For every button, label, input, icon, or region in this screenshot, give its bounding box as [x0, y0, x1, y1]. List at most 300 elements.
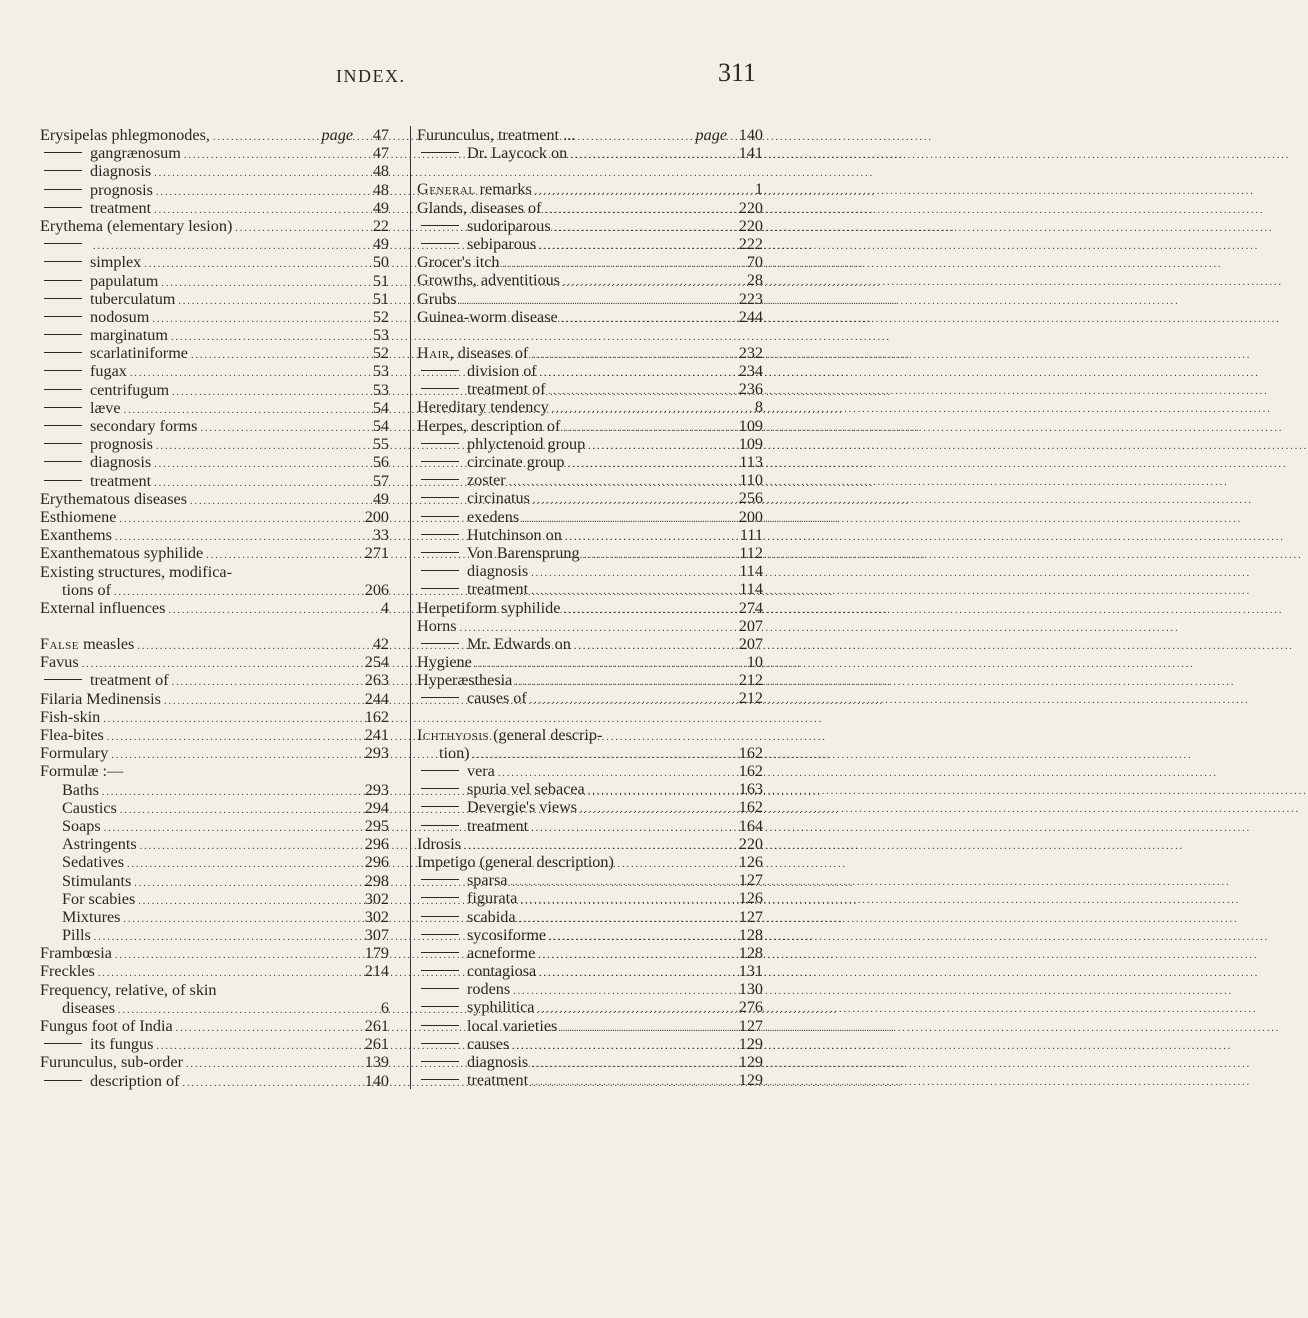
- entry-term-text: Filaria Medinensis: [40, 689, 161, 708]
- entry-term-text: zoster: [467, 471, 506, 490]
- entry-term-text: local varieties: [467, 1016, 558, 1035]
- dot-leader: [156, 438, 356, 456]
- entry-term-text: Frequency, relative, of skin: [40, 980, 217, 999]
- index-entry: [417, 689, 763, 707]
- entry-head-smallcaps: False: [40, 635, 80, 654]
- entry-term: [467, 944, 535, 962]
- entry-term-text: treatment: [467, 1071, 529, 1090]
- page-word: page: [321, 126, 353, 144]
- entry-page-number: 220: [738, 198, 763, 217]
- index-entry: [40, 962, 389, 980]
- entry-page-number: 127: [738, 907, 763, 926]
- index-entry: [40, 508, 389, 526]
- entry-term-text: Mixtures: [62, 907, 121, 926]
- index-entry: [417, 617, 763, 635]
- index-entry: [40, 853, 389, 871]
- dash-mark: [44, 261, 82, 262]
- entry-term: [40, 1053, 183, 1071]
- index-entry: [417, 489, 763, 507]
- entry-term-text: prognosis: [90, 435, 153, 454]
- entry-term: [467, 635, 571, 653]
- entry-term: [467, 1071, 528, 1089]
- dot-leader: [531, 565, 730, 583]
- dash-mark: [44, 443, 82, 444]
- entry-term-text: Pills: [62, 926, 91, 945]
- entry-term: [40, 581, 111, 599]
- dot-leader: [184, 147, 356, 165]
- entry-page-number: 162: [364, 707, 389, 726]
- entry-term: [40, 690, 161, 708]
- index-entry: [417, 1071, 763, 1089]
- index-entry: [40, 453, 389, 471]
- index-entry: [417, 817, 763, 835]
- entry-term-text: Esthiomene: [40, 507, 117, 526]
- dash-mark: [421, 806, 459, 807]
- entry-term-text: Caustics: [62, 798, 117, 817]
- dot-leader: [583, 547, 730, 565]
- index-entry: [417, 144, 763, 162]
- dash-mark: [421, 770, 459, 771]
- index-entry: [417, 308, 763, 326]
- entry-term: [40, 981, 217, 999]
- entry-term-text: simplex: [90, 253, 142, 272]
- dash-mark: [421, 552, 459, 553]
- entry-term: [467, 380, 546, 398]
- dash-mark: [421, 443, 459, 444]
- entry-term-text: its fungus: [90, 1035, 154, 1054]
- index-entry: [40, 472, 389, 490]
- entry-term: [40, 544, 203, 562]
- index-entry: [417, 344, 763, 362]
- entry-term: [467, 489, 530, 507]
- entry-term: [40, 653, 79, 671]
- dot-leader: [539, 238, 730, 256]
- entry-term: [40, 563, 232, 581]
- entry-page-number: 241: [364, 726, 389, 744]
- entry-page-number: 302: [364, 907, 389, 926]
- dash-mark: [421, 825, 459, 826]
- entry-term-text: Furunculus, treatment ...: [417, 126, 576, 144]
- entry-page-number: 220: [738, 834, 763, 853]
- entry-term-text: vera: [467, 762, 495, 780]
- entry-term-text: treatment: [467, 816, 529, 835]
- dot-leader: [94, 929, 356, 947]
- entry-term-text: (general descrip-: [489, 725, 603, 744]
- entry-page-number: 274: [738, 598, 763, 617]
- dash-mark: [421, 534, 459, 535]
- dot-leader: [549, 929, 730, 947]
- entry-term: [40, 599, 165, 617]
- entry-page-number: 129: [738, 1034, 763, 1053]
- entry-page-number: 113: [739, 453, 763, 471]
- dash-mark: [44, 1080, 82, 1081]
- entry-page-number: 164: [738, 816, 763, 835]
- entry-term: [40, 944, 112, 962]
- entry-term-text: fugax: [90, 362, 127, 381]
- dash-mark: [421, 588, 459, 589]
- index-entry: [417, 508, 763, 526]
- entry-term-text: Erysipelas phlegmonodes,: [40, 126, 210, 144]
- entry-term: [417, 726, 602, 744]
- entry-term: [467, 1017, 557, 1035]
- dot-leader: [563, 602, 730, 620]
- entry-term-text: circinatus: [467, 489, 530, 508]
- dash-mark: [421, 643, 459, 644]
- entry-term-text: Existing structures, modifica-: [40, 562, 232, 581]
- dash-mark: [421, 370, 459, 371]
- index-entry: [417, 526, 763, 544]
- entry-term: [417, 671, 512, 689]
- index-entry: [40, 162, 389, 180]
- index-entry: [417, 653, 763, 671]
- index-entry: [417, 290, 763, 308]
- entry-term-text: scarlatiniforme: [90, 344, 188, 363]
- entry-term: [90, 144, 181, 162]
- dash-mark: [421, 1006, 459, 1007]
- entry-page-number: 126: [738, 852, 763, 871]
- dot-leader: [565, 529, 730, 547]
- entry-term: [467, 435, 585, 453]
- dot-leader: [552, 401, 730, 419]
- entry-term: [90, 326, 168, 344]
- entry-page-number: 276: [738, 998, 763, 1017]
- entry-page-number: 140: [738, 126, 763, 144]
- index-entry: [417, 926, 763, 944]
- entry-term: [417, 653, 472, 671]
- index-entry: [40, 999, 389, 1017]
- dot-leader: [127, 856, 356, 874]
- entry-page-number: 244: [738, 307, 763, 326]
- dot-leader: [515, 674, 730, 692]
- entry-term-text: contagiosa: [467, 962, 537, 981]
- entry-term-text: Formulæ :—: [40, 762, 124, 781]
- entry-page-number: 47: [372, 144, 389, 163]
- entry-term-text: sudoriparous: [467, 216, 551, 235]
- dot-leader: [561, 311, 730, 329]
- dot-leader: [473, 747, 730, 765]
- entry-term: [40, 853, 124, 871]
- entry-term: [467, 217, 551, 235]
- entry-page-number: 263: [364, 671, 389, 690]
- entry-page-number: 52: [372, 344, 389, 363]
- dot-leader: [510, 874, 730, 892]
- entry-term-text: Herpes, description of: [417, 416, 561, 435]
- dot-leader: [513, 983, 730, 1001]
- dash-mark: [44, 370, 82, 371]
- index-entry: [417, 671, 763, 689]
- entry-page-number: 114: [739, 562, 763, 581]
- dot-leader: [519, 911, 730, 929]
- index-column-right: [410, 126, 763, 1089]
- entry-term: [467, 144, 567, 162]
- entry-term: [417, 344, 528, 362]
- index-entry: [417, 835, 763, 853]
- entry-term-text: rodens: [467, 980, 511, 999]
- dot-leader: [152, 311, 356, 329]
- entry-head-smallcaps: General: [417, 180, 476, 199]
- entry-term-text: centrifugum: [90, 380, 170, 399]
- dot-leader: [164, 693, 356, 711]
- entry-term: [90, 272, 158, 290]
- entry-term-text: tion): [439, 743, 470, 762]
- index-entry: [40, 181, 389, 199]
- entry-term: [417, 853, 614, 871]
- entry-page-number: 261: [364, 1035, 389, 1054]
- entry-page-number: 109: [738, 434, 763, 453]
- dash-mark: [44, 679, 82, 680]
- dot-leader: [134, 875, 356, 893]
- entry-page-number: 54: [372, 417, 389, 435]
- index-entry: [40, 308, 389, 326]
- entry-term: [467, 235, 536, 253]
- index-entry: [40, 890, 389, 908]
- dot-leader: [531, 347, 730, 365]
- entry-term: [467, 508, 519, 526]
- index-entry: [40, 799, 389, 817]
- entry-term: [417, 835, 461, 853]
- entry-page-number: 129: [738, 1053, 763, 1071]
- dash-mark: [421, 479, 459, 480]
- dot-leader: [588, 438, 730, 456]
- dash-mark: [44, 352, 82, 353]
- dot-leader: [540, 365, 730, 383]
- entry-term: [40, 835, 137, 853]
- index-entry: [40, 381, 389, 399]
- entry-term-text: Hutchinson on: [467, 525, 562, 544]
- dash-mark: [44, 280, 82, 281]
- index-entry: [40, 272, 389, 290]
- dot-leader: [509, 474, 730, 492]
- entry-page-number: 109: [738, 416, 763, 435]
- entry-page-number: 53: [372, 362, 389, 381]
- entry-term: [90, 362, 127, 380]
- entry-term-text: description of: [90, 1071, 180, 1090]
- dot-leader: [182, 1075, 356, 1093]
- entry-page-number: 222: [738, 234, 763, 253]
- entry-page-number: 1: [754, 180, 763, 199]
- entry-page-number: 70: [746, 253, 763, 272]
- index-entry: [417, 1017, 763, 1035]
- entry-term: [40, 126, 210, 144]
- dash-mark: [44, 334, 82, 335]
- index-column-left: [40, 126, 389, 1090]
- index-entry: [40, 908, 389, 926]
- dot-leader: [191, 347, 356, 365]
- index-entry: [417, 798, 763, 816]
- dash-mark: [44, 243, 82, 244]
- entry-term: [417, 308, 558, 326]
- index-entry: [417, 253, 763, 271]
- dot-leader: [176, 1020, 356, 1038]
- entry-term-text: Mr. Edwards on: [467, 634, 571, 653]
- index-entry: [417, 417, 763, 435]
- index-entry: [40, 1035, 389, 1053]
- entry-term: [40, 526, 112, 544]
- dash-mark: [44, 461, 82, 462]
- entry-page-number: 244: [364, 689, 389, 708]
- entry-term-text: Von Barensprung: [467, 543, 580, 562]
- entry-page-number: 207: [738, 634, 763, 653]
- entry-term-text: diagnosis: [90, 162, 152, 181]
- dot-leader: [111, 747, 356, 765]
- entry-head-smallcaps: Hair: [417, 343, 450, 362]
- dot-leader: [172, 384, 356, 402]
- entry-term: [40, 962, 95, 980]
- entry-page-number: 129: [738, 1071, 763, 1090]
- entry-page-number: 295: [364, 816, 389, 835]
- entry-term-text: marginatum: [90, 326, 168, 345]
- index-entry: [40, 217, 389, 235]
- index-entry: [40, 1072, 389, 1090]
- dash-mark: [421, 570, 459, 571]
- entry-term-text: treatment of: [90, 671, 169, 690]
- entry-term: [40, 726, 104, 744]
- entry-page-number: 261: [364, 1017, 389, 1035]
- entry-term: [467, 544, 580, 562]
- entry-term-text: Dr. Laycock on: [467, 144, 568, 163]
- entry-term-text: treatment: [90, 471, 152, 490]
- dash-mark: [421, 516, 459, 517]
- dot-leader: [154, 456, 356, 474]
- dot-leader: [156, 1038, 356, 1056]
- entry-term: [90, 162, 151, 180]
- index-entry: [417, 199, 763, 217]
- index-entry: [417, 1035, 763, 1053]
- dash-mark: [421, 788, 459, 789]
- dot-leader: [168, 602, 356, 620]
- entry-page-number: 207: [738, 616, 763, 635]
- dash-mark: [421, 934, 459, 935]
- entry-term: [40, 926, 91, 944]
- index-entry: [40, 1053, 389, 1071]
- dot-leader: [531, 1056, 730, 1074]
- dot-leader: [580, 801, 730, 819]
- page-header: [0, 56, 801, 96]
- entry-term-text: Exanthems: [40, 526, 112, 545]
- dash-mark: [421, 152, 459, 153]
- entry-term: [467, 453, 565, 471]
- entry-page-number: 53: [372, 326, 389, 345]
- dash-mark: [421, 388, 459, 389]
- entry-term: [40, 217, 232, 235]
- entry-term: [90, 308, 149, 326]
- entry-page-number: 162: [738, 743, 763, 762]
- index-entry: [40, 599, 389, 617]
- entry-term: [467, 798, 577, 816]
- dash-mark: [421, 988, 459, 989]
- entry-term-text: spuria vel sebacea: [467, 780, 585, 799]
- index-entry: [40, 744, 389, 762]
- index-entry: [417, 544, 763, 562]
- index-entry: [417, 599, 763, 617]
- dot-leader: [137, 638, 356, 656]
- index-entry: [40, 399, 389, 417]
- entry-term: [467, 871, 507, 889]
- entry-page-number: 200: [364, 507, 389, 526]
- entry-term: [417, 744, 470, 762]
- entry-page-number: 214: [364, 962, 389, 981]
- index-entry: [40, 835, 389, 853]
- entry-page-number: 48: [372, 162, 389, 181]
- dot-leader: [172, 674, 356, 692]
- dot-leader: [574, 638, 730, 656]
- entry-page-number: 298: [364, 871, 389, 890]
- entry-term-text: Hereditary tendency: [417, 398, 549, 417]
- index-entry: [417, 762, 763, 780]
- index-entry: [40, 362, 389, 380]
- entry-page-number: 52: [372, 307, 389, 326]
- entry-term-text: Idrosis: [417, 834, 462, 853]
- dash-mark: [44, 298, 82, 299]
- index-entry: [417, 235, 763, 253]
- index-entry: [40, 435, 389, 453]
- entry-page-number: 163: [738, 780, 763, 799]
- entry-term-text: diagnosis: [467, 1053, 529, 1071]
- entry-page-number: 114: [739, 580, 763, 599]
- entry-term-text: acneforme: [467, 943, 536, 962]
- entry-page-number: 293: [364, 780, 389, 799]
- dot-leader: [103, 711, 356, 729]
- entry-head-smallcaps: Ichthyosis: [417, 725, 490, 744]
- entry-term-text: Impetigo (general description): [417, 852, 614, 871]
- entry-term: [90, 435, 153, 453]
- index-entry: [40, 526, 389, 544]
- index-entry: [417, 562, 763, 580]
- entry-term: [40, 890, 135, 908]
- index-entry: [40, 872, 389, 890]
- index-entry: [417, 889, 763, 907]
- entry-term: [90, 453, 151, 471]
- entry-term-text: Sedatives: [62, 853, 125, 872]
- entry-page-number: 49: [372, 235, 389, 254]
- dash-mark: [421, 879, 459, 880]
- index-entry: [417, 453, 763, 471]
- entry-term-text: phlyctenoid group: [467, 434, 586, 453]
- dash-mark: [421, 1061, 459, 1062]
- dot-leader: [512, 1038, 730, 1056]
- entry-term-text: sebiparous: [467, 234, 537, 253]
- entry-term-text: measles: [79, 635, 135, 654]
- entry-term-text: Growths, adventitious: [417, 271, 560, 290]
- index-entry: [40, 290, 389, 308]
- dot-leader: [107, 729, 356, 747]
- entry-term-text: Herpetiform syphilide: [417, 598, 561, 617]
- index-entry: [417, 726, 763, 744]
- entry-term-text: division of: [467, 362, 537, 381]
- entry-term-text: causes: [467, 1034, 510, 1053]
- entry-term: [467, 962, 536, 980]
- page-word: page: [695, 126, 727, 144]
- dot-leader: [560, 1020, 730, 1038]
- entry-page-number: 56: [372, 453, 389, 472]
- entry-term-text: læve: [90, 398, 121, 417]
- entry-term-text: External influences: [40, 598, 166, 617]
- entry-term: [90, 399, 121, 417]
- entry-page-number: 206: [364, 580, 389, 599]
- entry-term-text: prognosis: [90, 180, 153, 199]
- entry-page-number: 111: [739, 525, 763, 544]
- entry-term: [90, 381, 169, 399]
- index-entry: [417, 998, 763, 1016]
- entry-term-text: Soaps: [62, 816, 101, 835]
- dash-mark: [44, 425, 82, 426]
- entry-term: [90, 253, 141, 271]
- index-entry: [417, 780, 763, 798]
- dot-leader: [123, 911, 356, 929]
- entry-term: [40, 708, 100, 726]
- entry-term-text: Astringents: [62, 835, 137, 854]
- index-entry: [40, 126, 389, 144]
